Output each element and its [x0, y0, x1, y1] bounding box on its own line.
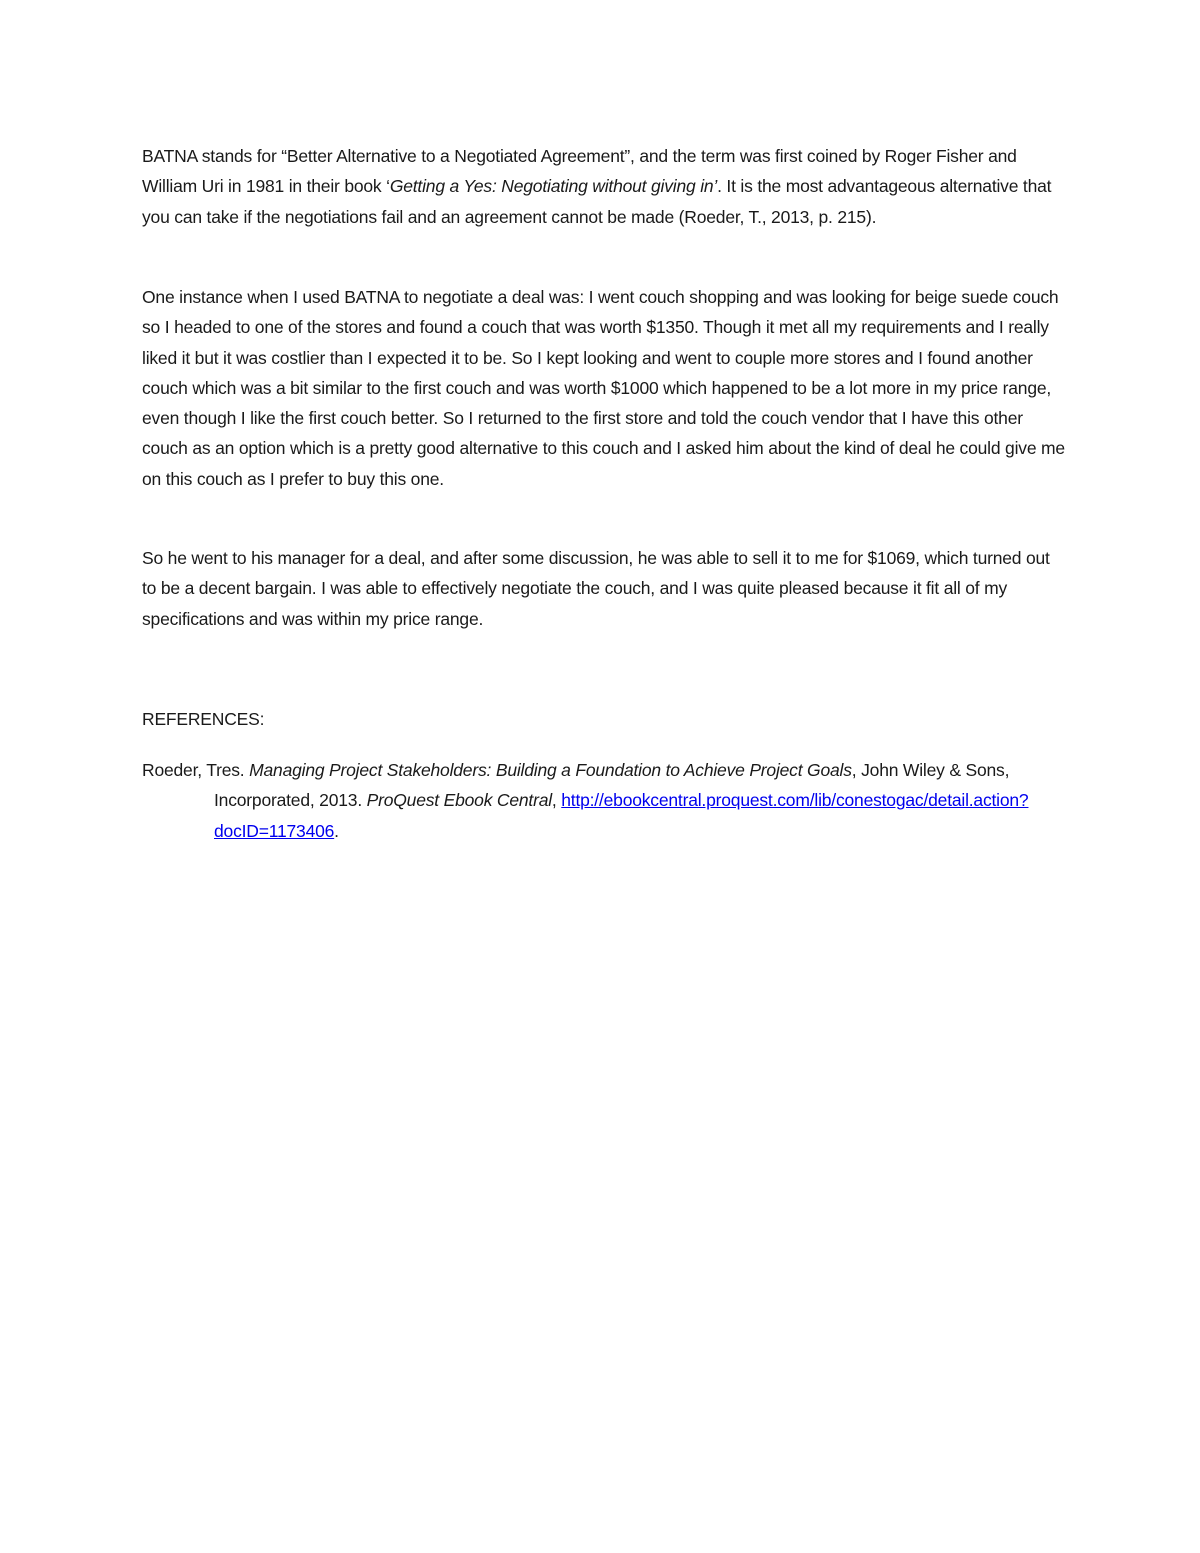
- reference-title: Managing Project Stakeholders: Building a Foundation to Achieve Project Goals: [249, 760, 852, 780]
- paragraph-outcome: So he went to his manager for a deal, and after some discussion, he was able to sell it to me for $1069, which turned out to be a decent bargain. I was able to effectively negotiate the couch, and I was quite pleased because it fit all of my specifications and was within my price range.: [142, 548, 1050, 629]
- paragraph-couch-example: One instance when I used BATNA to negotiate a deal was: I went couch shopping and was looking for beige suede couch so I headed to one of the stores and found a couch that was worth $1350. Though it met all my requirements and I really liked it but it was costlier than I expected it to be. So I kept looking and went to couple more stores and I found another couch which was a bit similar to the first couch and was worth $1000 which happened to be a lot more in my price range, even though I like the first couch better. So I returned to the first store and told the couch vendor that I have this other couch as an option which is a pretty good alternative to this couch and I asked him about the kind of deal he could give me on this couch as I prefer to buy this one.: [142, 287, 1065, 489]
- book-title: Getting a Yes: Negotiating without giving in’: [389, 176, 718, 197]
- paragraph-text: BATNA stands for “Better Alternative to a Negotiated Agreement”, and the term was first coined by Roger Fisher and William Uri in 1981 in their book ‘: [142, 146, 1017, 197]
- reference-end: .: [334, 820, 339, 841]
- reference-entry: [142, 755, 1067, 846]
- references-heading: REFERENCES:: [142, 709, 265, 729]
- paragraph-text: . It is the most advantageous alternative that you can take if the negotiations fail and an agreement cannot be made (Roeder, T., 2013, p. 215).: [142, 176, 1052, 227]
- reference-author: Roeder, Tres.: [142, 760, 250, 780]
- reference-publisher: , John Wiley & Sons, Incorporated, 2013.: [214, 760, 1010, 811]
- paragraph-batna-definition: [142, 141, 1067, 232]
- reference-database: ProQuest Ebook Central: [366, 790, 552, 811]
- reference-separator: ,: [551, 790, 562, 811]
- reference-url-link[interactable]: http://ebookcentral.proquest.com/lib/conestogac/detail.action?docID=1173406: [214, 790, 1029, 841]
